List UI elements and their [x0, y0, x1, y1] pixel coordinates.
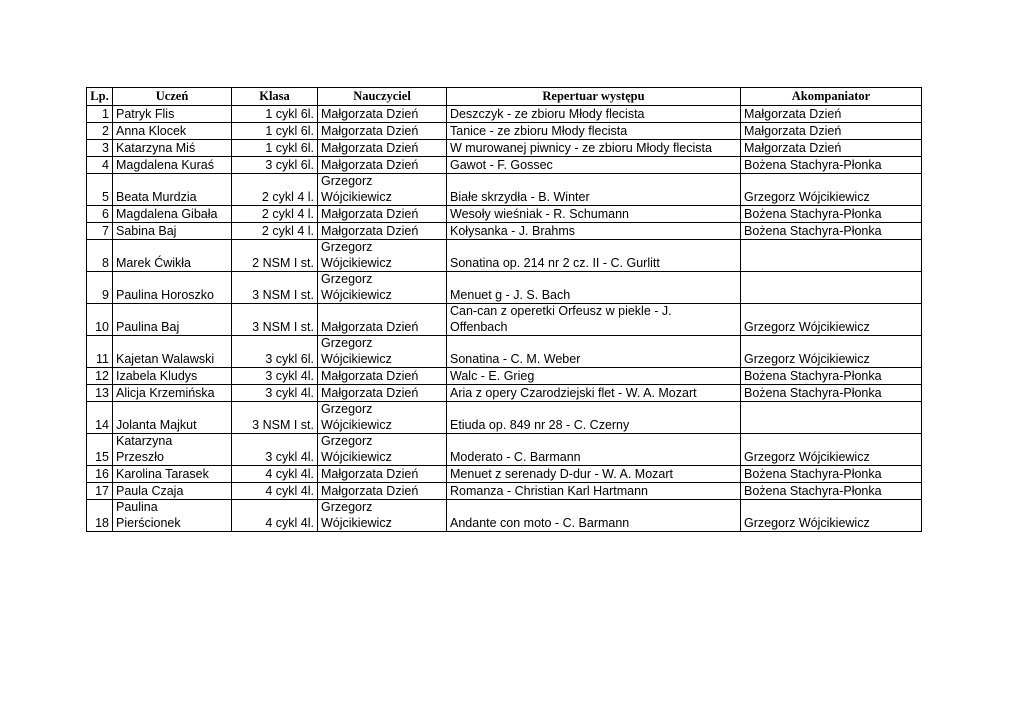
cell-uczen [113, 240, 232, 272]
cell-lp: 1 [87, 106, 113, 123]
cell-lp: 13 [87, 385, 113, 402]
cell-klasa: 3 cykl 4l. [232, 368, 318, 385]
uczen-line: Karolina Tarasek [116, 466, 209, 481]
nauczyciel-line: Małgorzata Dzień [321, 483, 419, 498]
nauczyciel-line: Małgorzata Dzień [321, 157, 419, 172]
nauczyciel-line: Małgorzata Dzień [321, 206, 419, 221]
table-row [87, 466, 922, 483]
cell-klasa: 2 cykl 4 l. [232, 223, 318, 240]
cell-lp: 12 [87, 368, 113, 385]
table-row [87, 385, 922, 402]
cell-repertuar [447, 385, 741, 402]
nauczyciel-line: Wójcikiewicz [321, 255, 392, 270]
cell-klasa: 3 cykl 4l. [232, 434, 318, 466]
nauczyciel-line: Małgorzata Dzień [321, 223, 419, 238]
cell-klasa: 2 NSM I st. [232, 240, 318, 272]
nauczyciel-line: Grzegorz [321, 336, 373, 350]
cell-uczen [113, 368, 232, 385]
cell-lp: 7 [87, 223, 113, 240]
repertuar-line: Aria z opery Czarodziejski flet - W. A. Mozart [450, 385, 697, 400]
uczen-line: Marek Ćwikła [116, 255, 192, 270]
uczen-line: Jolanta Majkut [116, 417, 197, 432]
cell-uczen [113, 223, 232, 240]
cell-nauczyciel [318, 174, 447, 206]
repertuar-line: Walc - E. Grieg [450, 368, 535, 383]
cell-nauczyciel [318, 466, 447, 483]
cell-lp: 8 [87, 240, 113, 272]
cell-nauczyciel [318, 106, 447, 123]
cell-akompaniator: Grzegorz Wójcikiewicz [741, 500, 922, 532]
cell-nauczyciel [318, 140, 447, 157]
nauczyciel-line: Wójcikiewicz [321, 189, 392, 204]
header-lp: Lp. [87, 88, 113, 106]
cell-nauczyciel [318, 272, 447, 304]
cell-lp: 14 [87, 402, 113, 434]
cell-akompaniator: Bożena Stachyra-Płonka [741, 223, 922, 240]
cell-lp: 18 [87, 500, 113, 532]
cell-nauczyciel [318, 157, 447, 174]
cell-lp: 16 [87, 466, 113, 483]
cell-klasa: 1 cykl 6l. [232, 140, 318, 157]
repertuar-line: Białe skrzydła - B. Winter [450, 189, 590, 204]
repertuar-line: Can-can z operetki Orfeusz w piekle - J. [450, 304, 672, 318]
table-row [87, 123, 922, 140]
recital-program-table [86, 87, 922, 532]
cell-uczen [113, 434, 232, 466]
table-row [87, 140, 922, 157]
repertuar-line: Moderato - C. Barmann [450, 449, 581, 464]
repertuar-line: Menuet z serenady D-dur - W. A. Mozart [450, 466, 673, 481]
uczen-line: Beata Murdzia [116, 189, 197, 204]
cell-uczen [113, 402, 232, 434]
repertuar-line: Offenbach [450, 319, 508, 334]
repertuar-line: Kołysanka - J. Brahms [450, 223, 576, 238]
repertuar-line: Andante con moto - C. Barmann [450, 515, 630, 530]
cell-repertuar [447, 106, 741, 123]
uczen-line: Katarzyna [116, 434, 173, 448]
uczen-line: Pierścionek [116, 515, 181, 530]
cell-repertuar [447, 206, 741, 223]
cell-uczen [113, 140, 232, 157]
cell-klasa: 3 NSM I st. [232, 304, 318, 336]
cell-uczen [113, 483, 232, 500]
header-repertuar: Repertuar występu [447, 88, 741, 106]
nauczyciel-line: Wójcikiewicz [321, 351, 392, 366]
cell-klasa: 1 cykl 6l. [232, 123, 318, 140]
cell-nauczyciel [318, 368, 447, 385]
cell-uczen [113, 272, 232, 304]
nauczyciel-line: Małgorzata Dzień [321, 385, 419, 400]
cell-repertuar [447, 434, 741, 466]
repertuar-line: Menuet g - J. S. Bach [450, 287, 571, 302]
cell-repertuar [447, 272, 741, 304]
repertuar-line: Tanice - ze zbioru Młody flecista [450, 123, 628, 138]
cell-lp: 2 [87, 123, 113, 140]
cell-akompaniator: Grzegorz Wójcikiewicz [741, 174, 922, 206]
header-akompaniator: Akompaniator [741, 88, 922, 106]
cell-akompaniator: Małgorzata Dzień [741, 123, 922, 140]
uczen-line: Katarzyna Miś [116, 140, 196, 155]
nauczyciel-line: Grzegorz [321, 240, 373, 254]
cell-akompaniator: Bożena Stachyra-Płonka [741, 466, 922, 483]
cell-repertuar [447, 466, 741, 483]
cell-klasa: 4 cykl 4l. [232, 466, 318, 483]
table-body [87, 106, 922, 532]
repertuar-line: Deszczyk - ze zbioru Młody flecista [450, 106, 645, 121]
nauczyciel-line: Grzegorz [321, 402, 373, 416]
cell-repertuar [447, 123, 741, 140]
cell-klasa: 3 NSM I st. [232, 402, 318, 434]
cell-lp: 3 [87, 140, 113, 157]
repertuar-line: Gawot - F. Gossec [450, 157, 553, 172]
uczen-line: Kajetan Walawski [116, 351, 215, 366]
nauczyciel-line: Wójcikiewicz [321, 287, 392, 302]
cell-uczen [113, 174, 232, 206]
nauczyciel-line: Wójcikiewicz [321, 449, 392, 464]
uczen-line: Paulina Horoszko [116, 287, 214, 302]
uczen-line: Izabela Kludys [116, 368, 198, 383]
table-row [87, 402, 922, 434]
cell-lp: 5 [87, 174, 113, 206]
table-row [87, 368, 922, 385]
repertuar-line: Romanza - Christian Karl Hartmann [450, 483, 648, 498]
cell-repertuar [447, 240, 741, 272]
table-row [87, 157, 922, 174]
cell-repertuar [447, 336, 741, 368]
cell-repertuar [447, 157, 741, 174]
cell-repertuar [447, 304, 741, 336]
cell-repertuar [447, 402, 741, 434]
cell-akompaniator: Bożena Stachyra-Płonka [741, 385, 922, 402]
repertuar-line: W murowanej piwnicy - ze zbioru Młody flecista [450, 140, 712, 155]
cell-akompaniator: Bożena Stachyra-Płonka [741, 206, 922, 223]
cell-klasa: 1 cykl 6l. [232, 106, 318, 123]
cell-akompaniator [741, 402, 922, 434]
cell-nauczyciel [318, 206, 447, 223]
cell-lp: 15 [87, 434, 113, 466]
cell-repertuar [447, 174, 741, 206]
cell-akompaniator: Bożena Stachyra-Płonka [741, 483, 922, 500]
uczen-line: Paulina Baj [116, 319, 180, 334]
cell-klasa: 3 cykl 4l. [232, 385, 318, 402]
cell-repertuar [447, 140, 741, 157]
uczen-line: Anna Klocek [116, 123, 187, 138]
cell-repertuar [447, 483, 741, 500]
nauczyciel-line: Wójcikiewicz [321, 515, 392, 530]
repertuar-line: Sonatina op. 214 nr 2 cz. II - C. Gurlitt [450, 255, 660, 270]
cell-nauczyciel [318, 336, 447, 368]
uczen-line: Sabina Baj [116, 223, 177, 238]
cell-klasa: 4 cykl 4l. [232, 483, 318, 500]
cell-klasa: 3 cykl 6l. [232, 157, 318, 174]
cell-uczen [113, 206, 232, 223]
cell-nauczyciel [318, 500, 447, 532]
cell-uczen [113, 500, 232, 532]
table-row [87, 483, 922, 500]
cell-repertuar [447, 368, 741, 385]
cell-akompaniator: Małgorzata Dzień [741, 106, 922, 123]
table-row [87, 223, 922, 240]
cell-akompaniator: Małgorzata Dzień [741, 140, 922, 157]
cell-uczen [113, 336, 232, 368]
nauczyciel-line: Małgorzata Dzień [321, 319, 419, 334]
table-row [87, 500, 922, 532]
cell-nauczyciel [318, 123, 447, 140]
nauczyciel-line: Małgorzata Dzień [321, 368, 419, 383]
cell-nauczyciel [318, 402, 447, 434]
table-row [87, 106, 922, 123]
uczen-line: Alicja Krzemińska [116, 385, 215, 400]
repertuar-line: Sonatina - C. M. Weber [450, 351, 581, 366]
table-header-row [87, 88, 922, 106]
nauczyciel-line: Grzegorz [321, 434, 373, 448]
cell-nauczyciel [318, 223, 447, 240]
nauczyciel-line: Wójcikiewicz [321, 417, 392, 432]
cell-akompaniator: Grzegorz Wójcikiewicz [741, 336, 922, 368]
uczen-line: Przeszło [116, 449, 164, 464]
cell-nauczyciel [318, 434, 447, 466]
table-row [87, 174, 922, 206]
header-klasa: Klasa [232, 88, 318, 106]
cell-klasa: 3 NSM I st. [232, 272, 318, 304]
cell-repertuar [447, 500, 741, 532]
cell-klasa: 2 cykl 4 l. [232, 206, 318, 223]
cell-lp: 11 [87, 336, 113, 368]
uczen-line: Paula Czaja [116, 483, 184, 498]
uczen-line: Magdalena Kuraś [116, 157, 214, 172]
cell-akompaniator: Grzegorz Wójcikiewicz [741, 304, 922, 336]
table-row [87, 240, 922, 272]
table-row [87, 304, 922, 336]
cell-akompaniator: Bożena Stachyra-Płonka [741, 368, 922, 385]
cell-nauczyciel [318, 385, 447, 402]
cell-lp: 6 [87, 206, 113, 223]
header-uczen: Uczeń [113, 88, 232, 106]
nauczyciel-line: Małgorzata Dzień [321, 466, 419, 481]
table-row [87, 206, 922, 223]
nauczyciel-line: Grzegorz [321, 500, 373, 514]
cell-repertuar [447, 223, 741, 240]
table-row [87, 336, 922, 368]
uczen-line: Paulina [116, 500, 158, 514]
cell-nauczyciel [318, 483, 447, 500]
cell-nauczyciel [318, 240, 447, 272]
cell-akompaniator: Bożena Stachyra-Płonka [741, 157, 922, 174]
table-row [87, 434, 922, 466]
header-nauczyciel: Nauczyciel [318, 88, 447, 106]
cell-akompaniator [741, 240, 922, 272]
cell-nauczyciel [318, 304, 447, 336]
cell-lp: 9 [87, 272, 113, 304]
table-row [87, 272, 922, 304]
nauczyciel-line: Grzegorz [321, 174, 373, 188]
cell-uczen [113, 466, 232, 483]
cell-uczen [113, 106, 232, 123]
cell-akompaniator [741, 272, 922, 304]
cell-klasa: 3 cykl 6l. [232, 336, 318, 368]
repertuar-line: Etiuda op. 849 nr 28 - C. Czerny [450, 417, 630, 432]
cell-klasa: 4 cykl 4l. [232, 500, 318, 532]
cell-lp: 10 [87, 304, 113, 336]
cell-uczen [113, 385, 232, 402]
repertuar-line: Wesoły wieśniak - R. Schumann [450, 206, 630, 221]
cell-uczen [113, 123, 232, 140]
cell-akompaniator: Grzegorz Wójcikiewicz [741, 434, 922, 466]
uczen-line: Magdalena Gibała [116, 206, 218, 221]
nauczyciel-line: Małgorzata Dzień [321, 123, 419, 138]
cell-lp: 4 [87, 157, 113, 174]
cell-klasa: 2 cykl 4 l. [232, 174, 318, 206]
nauczyciel-line: Małgorzata Dzień [321, 106, 419, 121]
cell-uczen [113, 304, 232, 336]
cell-lp: 17 [87, 483, 113, 500]
cell-uczen [113, 157, 232, 174]
nauczyciel-line: Grzegorz [321, 272, 373, 286]
nauczyciel-line: Małgorzata Dzień [321, 140, 419, 155]
uczen-line: Patryk Flis [116, 106, 175, 121]
